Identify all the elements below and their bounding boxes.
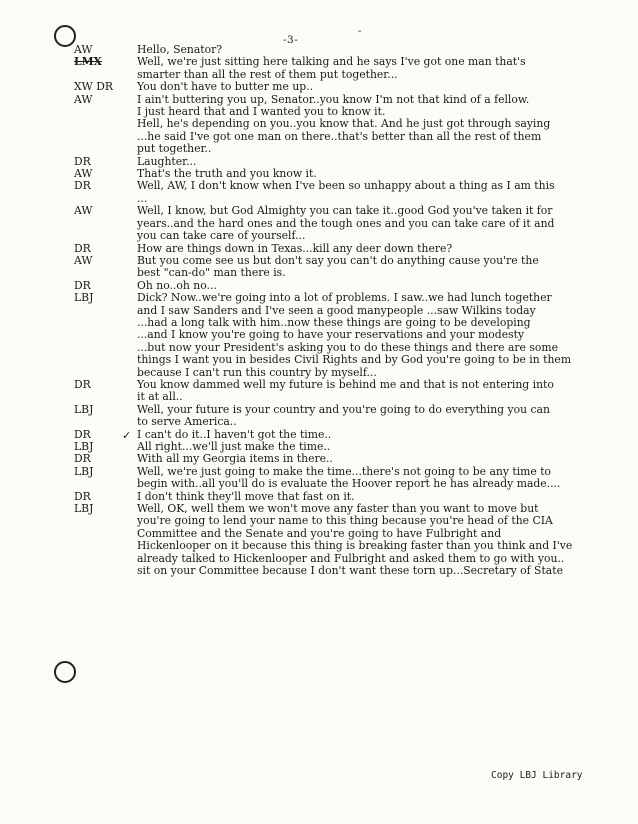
speaker-label: DR [74,377,91,391]
speaker-label: LBJ [74,291,94,305]
transcript-entry [0,156,638,168]
dialogue-text: I don't think they'll move that fast on it. [137,489,355,503]
dialogue-text: But you come see us but don't say you can't do anything cause you're the best "can-do" man there is. [137,253,539,280]
dialogue-text: How are things down in Texas...kill any deer down there? [137,241,453,255]
dialogue-text: All right...we'll just make the time.. [137,440,331,453]
speaker-label: DR [74,452,91,466]
dialogue-text: That's the truth and you know it. [137,167,317,181]
speaker-label: LMX [74,55,102,69]
dialogue-text: Well, we're just sitting here talking and he says I've got one man that's smarter than all the rest of them put together... [137,55,526,81]
transcript-entry [0,56,638,81]
speaker-label: AW [74,204,93,218]
speaker-label: XW DR [74,80,114,94]
dialogue-text: Well, OK, well them we won't move any faster than you want to move but you're going to lend your name to this thing because you're head of the CIA Committee and the Senate and you're going to have Fulbright and Hickenlooper on it because this thing is breaking faster than you think and I've already talked to Hickenlooper and Fulbright and asked them to go with you.. sit on your Committee because I don't want these torn up...Secretary of State [137,502,573,578]
dialogue-text: Well, I know, but God Almighty you can take it..good God you've taken it for years..and the hard ones and the tough ones and you can take care of it and you can take care of yourself... [137,204,555,243]
dialogue-text: Well, we're just going to make the time...there's not going to be any time to begin with..all you'll do is evaluate the Hoover report he has already made.... [137,464,561,491]
transcript-entry [0,255,638,280]
dialogue-text: You don't have to butter me up.. [137,80,314,94]
speaker-label: LBJ [74,440,94,453]
transcript-entry [0,180,638,205]
transcript [0,44,638,577]
transcript-entry [0,379,638,404]
dialogue-text: Well, your future is your country and you're going to do everything you can to serve America.. [137,402,550,429]
dialogue-text: Laughter... [137,154,197,168]
dialogue-text: Hello, Senator? [137,43,223,56]
transcript-entry [0,94,638,156]
speaker-label: DR [74,278,91,292]
transcript-entry [0,503,638,577]
transcript-entry [0,466,638,491]
transcript-entry [0,205,638,242]
dialogue-text: With all my Georgia items in there.. [137,452,333,466]
transcript-entry [0,292,638,379]
dialogue-text: Well, AW, I don't know when I've been so unhappy about a thing as I am this ... [137,179,555,205]
speaker-label: LBJ [74,402,94,416]
speaker-label: LBJ [74,464,94,478]
dialogue-text: You know dammed well my future is behind me and that is not entering into it at all.. [137,377,554,404]
speaker-label: LBJ [74,502,94,516]
speaker-label: AW [74,43,93,56]
dialogue-text: I can't do it..I haven't got the time.. [137,427,332,441]
speaker-label: DR [74,179,91,193]
dialogue-text: I ain't buttering you up, Senator..you know I'm not that kind of a fellow. I just heard that and I wanted you to know it. Hell, he's depending on you..you know that. And he just got through saying ...he said I've got one man on there..that's better than all the rest of them put together.. [137,92,551,156]
page-number: -3- [283,34,299,46]
dialogue-text: Oh no..oh no... [137,278,217,292]
speaker-label: DR [74,154,91,168]
speaker-label: DR [74,489,91,503]
speaker-label: DR [74,427,91,441]
page-mark: - [358,26,362,37]
speaker-label: AW [74,253,93,267]
speaker-label: DR [74,241,91,255]
footer-source: Copy LBJ Library [491,770,583,781]
speaker-label: AW [74,167,93,181]
punch-hole-bottom [54,661,76,683]
speaker-label: AW [74,92,93,106]
transcript-entry [0,404,638,429]
dialogue-text: Dick? Now..we're going into a lot of problems. I saw..we had lunch together and I saw Sanders and I've seen a good manypeople ...saw Wilkins today ...had a long talk with him..now these things are going to be developing ...and I know you're going to have your reservations and your modesty ...but now your President's asking you to do these things and there are some things I want you in besides Civil Rights and by God you're going to be in them because I can't run this country by myself... [137,291,572,379]
check-mark-icon: ✓ [122,428,132,442]
